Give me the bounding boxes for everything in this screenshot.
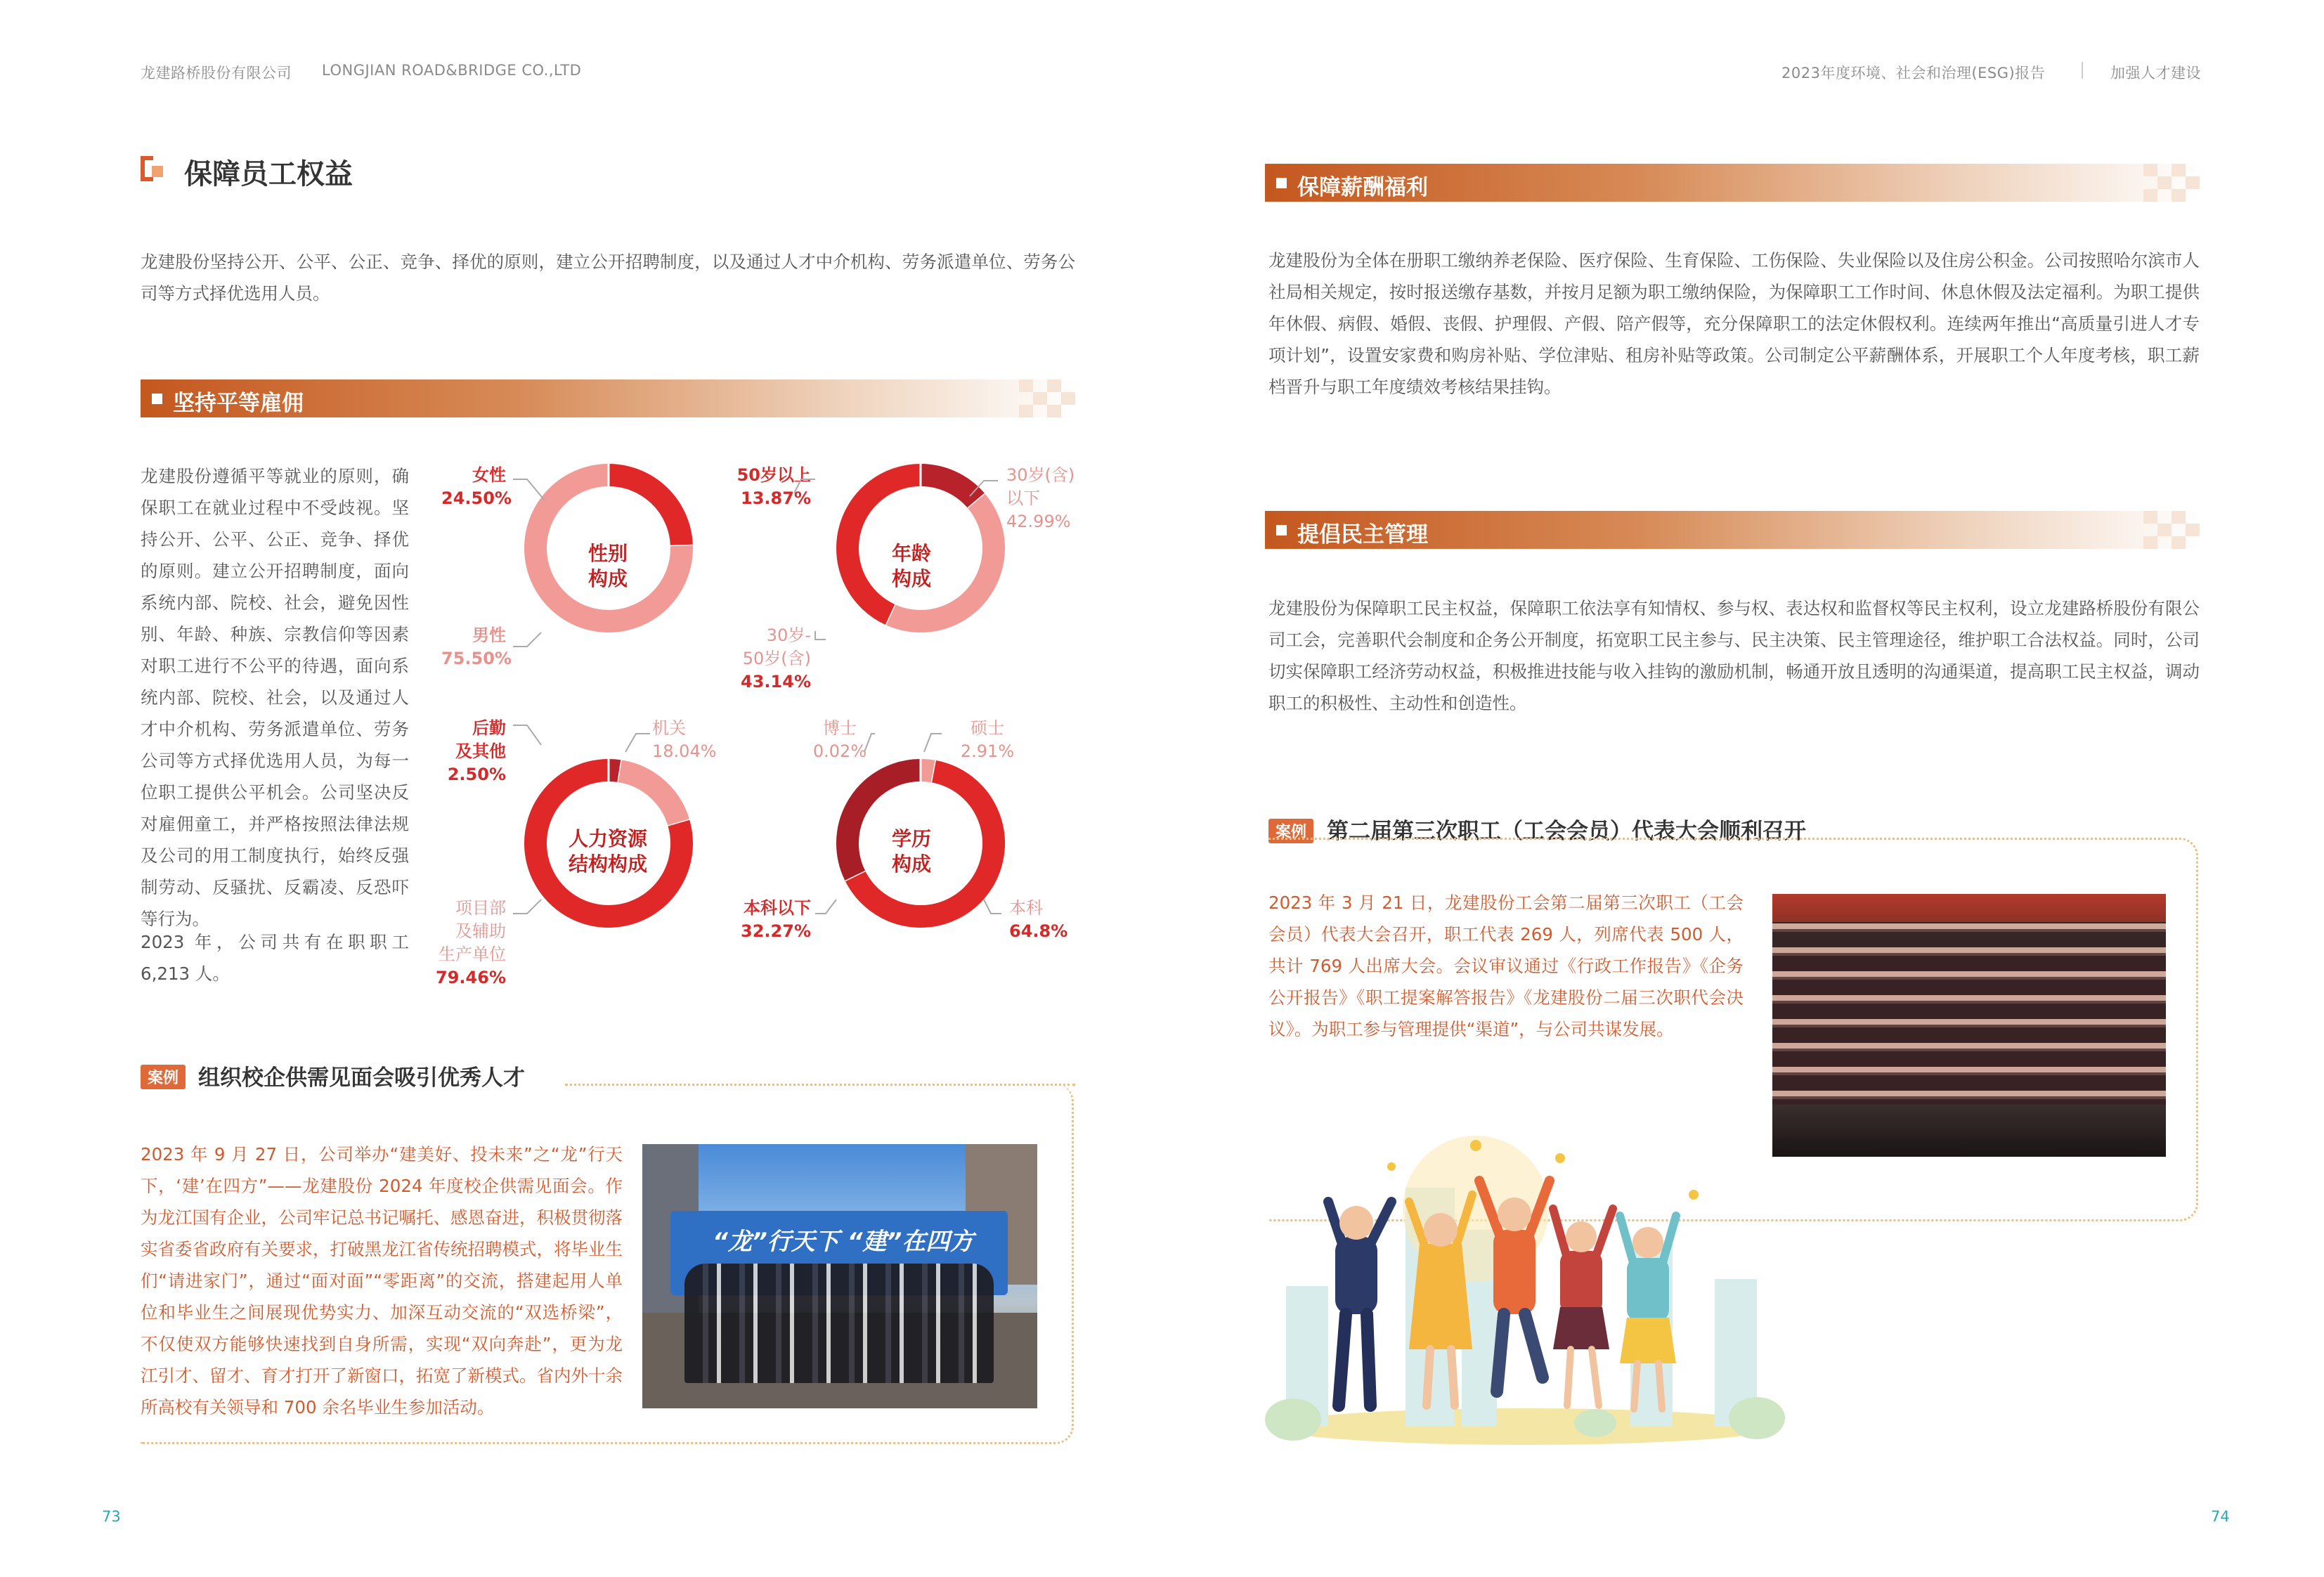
square-icon [152,394,162,404]
intro-paragraph: 龙建股份坚持公开、公平、公正、竞争、择优的原则，建立公开招聘制度，以及通过人才中介机构、劳务派遣单位、劳务公司等方式择优选用人员。 [141,252,1075,304]
label-text: 本科 [1009,898,1043,918]
label-value: 24.50% [441,488,512,508]
case-text-recruitment: 2023 年 9 月 27 日，公司举办“建美好、投未来”之“龙”行天下，‘建’在四方”——龙建股份 2024 年度校企供需见面会。作为龙江国有企业，公司牢记总书记嘱托、感恩奋进，积极贯彻落实省委省政府有关要求，打破黑龙江省传统招聘模式，将毕业生们“请进家门”，通过“面对面”“零距离”的交流，搭建起用人单位和毕业生之间展现优势实力、加深互动交流的“双选桥梁”，不仅使双方能够快速找到自身所需，实现“双向奔赴”，更为龙江引才、留才、育才打开了新窗口，拓宽了新模式。省内外十余所高校有关领导和 700 余名毕业生参加活动。 [141,1144,623,1417]
section-bar-equal-employment [141,379,1075,417]
label-value: 42.99% [1006,512,1071,531]
label-text: 后勤 [472,718,506,738]
center-line: 人力资源 [568,827,647,850]
section-title: 坚持平等雇佣 [173,391,304,416]
leader-lines [422,450,1096,998]
label-value: 0.02% [812,741,867,761]
page-number-right: 74 [2211,1508,2230,1525]
case-text-congress: 2023 年 3 月 21 日，龙建股份工会第二届第三次职工（工会会员）代表大会召开，职工代表 269 人，列席代表 500 人，共计 769 人出席大会。会议审议通过《行政工作报告》《企务公开报告》《职工提案解答报告》《龙建股份二届三次职代会决议》。为职工参与管理提供“渠道”，与公司共谋发展。 [1268,893,1744,1039]
label-value: 32.27% [741,921,811,941]
center-line: 构成 [588,567,628,590]
people [1328,1181,1676,1409]
label-text: 博士 [823,718,857,738]
section-bar-salary [1265,164,2200,202]
label-value: 2.91% [960,741,1015,761]
page-title: 保障员工权益 [184,158,353,190]
ground-shadow [1272,1408,1778,1445]
section-title: 保障薪酬福利 [1297,175,1428,200]
label-text: 男性 [472,625,506,645]
banner-text: “龙”行天下 “建”在四方 [713,1228,974,1256]
label-value: 2.50% [447,765,506,784]
title-bracket-icon [138,153,166,184]
header-divider [2082,62,2083,79]
label-text: 及辅助 [455,921,506,941]
section-title: 提倡民主管理 [1297,522,1428,547]
center-line: 学历 [891,827,931,850]
crowd-of-students [684,1264,994,1383]
report-title: 2023年度环境、社会和治理(ESG)报告 [1781,65,2046,82]
democracy-paragraph: 龙建股份为保障职工民主权益，保障职工依法享有知情权、参与权、表达权和监督权等民主权利，设立龙建路桥股份有限公司工会，完善职代会制度和企务公开制度，拓宽职工民主参与、民主决策、民主管理途径，维护职工合法权益。同时，公司切实保障职工经济劳动权益，积极推进技能与收入挂钩的激励机制，畅通开放且透明的沟通渠道，提高职工民主权益，调动职工的积极性、主动性和创造性。 [1268,598,2200,713]
label-text: 以下 [1006,488,1040,508]
celebration-illustration [1265,1124,1785,1455]
square-icon [1276,178,1287,188]
checker-decoration [2143,164,2200,202]
section-bar-democracy [1265,511,2200,549]
label-text: 及其他 [455,741,506,761]
label-text: 硕士 [971,718,1004,738]
label-text: 30岁- [766,625,811,645]
label-text: 本科以下 [744,898,811,918]
checker-decoration [2143,511,2200,549]
center-line: 年龄 [891,542,931,565]
label-value: 13.87% [741,488,811,508]
case-tag: 案例 [1268,819,1313,843]
label-value: 43.14% [741,672,811,692]
label-text: 50岁(含) [742,649,811,668]
center-line: 结构构成 [568,852,647,876]
congress-meeting-photo [1772,894,2166,1157]
recruitment-fair-photo [642,1144,1037,1408]
center-line: 构成 [891,567,931,590]
front-row [1772,1105,2166,1157]
label-text: 机关 [652,718,686,738]
case-title-recruitment: 组织校企供需见面会吸引优秀人才 [198,1065,525,1091]
company-name-en: LONGJIAN ROAD&BRIDGE CO.,LTD [322,62,582,79]
company-name-cn: 龙建路桥股份有限公司 [141,65,292,82]
label-value: 79.46% [436,968,506,987]
case-title-congress: 第二届第三次职工（工会会员）代表大会顺利召开 [1327,819,1806,844]
label-text: 女性 [472,465,506,485]
salary-paragraph: 龙建股份为全体在册职工缴纳养老保险、医疗保险、生育保险、工伤保险、失业保险以及住房公积金。公司按照哈尔滨市人社局相关规定，按时报送缴存基数，并按月足额为职工缴纳保险，为保障职工工作时间、休息休假及法定福利。为职工提供年休假、病假、婚假、丧假、护理假、产假、陪产假等，充分保障职工的法定休假权利。连续两年推出“高质量引进人才专项计划”，设置安家费和购房补贴、学位津贴、租房补贴等政策。公司制定公平薪酬体系，开展职工个人年度考核，职工薪档晋升与职工年度绩效考核结果挂钩。 [1268,250,2200,397]
equal-employment-text: 龙建股份遵循平等就业的原则，确保职工在就业过程中不受歧视。坚持公开、公平、公正、竞争、择优的原则。建立公开招聘制度，面向系统内部、院校、社会，避免因性别、年龄、种族、宗教信仰等因素对职工进行不公平的待遇，面向系统内部、院校、社会，以及通过人才中介机构、劳务派遣单位、劳务公司等方式择优选用人员，为每一位职工提供公平机会。公司坚决反对雇佣童工，并严格按照法律法规及公司的用工制度执行，始终反强制劳动、反骚扰、反霸凌、反恐吓等行为。 [141,466,409,929]
square-icon [1276,525,1287,536]
section-name: 加强人才建设 [2110,65,2201,82]
center-line: 构成 [891,852,931,876]
label-text: 项目部 [455,898,506,918]
label-text: 50岁以上 [736,465,811,485]
label-value: 75.50% [441,649,512,668]
case-tag: 案例 [141,1065,186,1089]
center-line: 性别 [588,542,628,565]
page-number-left: 73 [102,1508,121,1525]
employee-count-text: 2023 年，公司共有在职职工 6,213 人。 [141,932,409,984]
checker-decoration [1019,379,1075,417]
label-text: 30岁(含) [1006,465,1075,485]
label-value: 18.04% [652,741,717,761]
label-text: 生产单位 [439,945,506,964]
label-value: 64.8% [1009,921,1068,941]
